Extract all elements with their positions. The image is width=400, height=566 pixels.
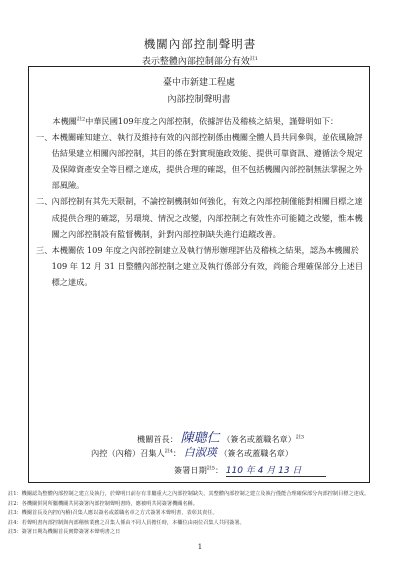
statement-heading: 內部控制聲明書 xyxy=(167,95,231,105)
convener-label: 內控（內稽）召集人 xyxy=(91,448,165,458)
head-signature: 陳聰仁 xyxy=(180,431,220,446)
date-ref: 註5 xyxy=(206,465,215,472)
footnote-1: 註1：機關認為整體內部控制之建立及執行，於聲明日前存有非屬重大之內部控制缺失，其整體內部控制之建立及執行僅能合理確保部分內部控制目標之達成。 xyxy=(8,491,370,497)
item-number: 二、 xyxy=(36,196,53,207)
footnotes xyxy=(8,490,392,538)
convener-signature: 白淑瑛 xyxy=(183,446,217,459)
subtitle-note-ref: 註1 xyxy=(249,56,259,62)
convener-colon: ： xyxy=(172,448,182,458)
statement-frame xyxy=(28,66,370,483)
head-label: 機關首長： xyxy=(137,434,178,444)
date-colon: ： xyxy=(214,465,224,475)
date-line xyxy=(174,463,326,477)
head-sign-note-ref: 註3 xyxy=(295,434,305,441)
item-text: 本機關確知建立、執行及維持有效的內部控制係由機關全體人員共同參與，並依風險評估結果建立相關內部控制，其目的係在對實現施政效能、提供可靠資訊、遵循法令規定及保障資產安全等目標之達成，提供合理的確認，但不包括機關內部控制無法掌握之外部風險。 xyxy=(51,132,363,191)
convener-sign-note: （簽名或蓋職名章） xyxy=(219,448,294,458)
convener-ref: 註4 xyxy=(164,448,173,455)
item-text: 內部控制有其先天限制，不論控制機制如何強化，有效之內部控制僅能對相關目標之達成提供合理的確認，另環境、情況之改變，內部控制之有效性亦可能隨之改變，惟本機關之內部控制設有監督機制，針對內部控制缺失進行追蹤改善。 xyxy=(51,196,363,239)
statement-item-1 xyxy=(36,129,364,193)
item-text: 本機關依 109 年度之內部控制建立及執行情形辦理評估及稽核之結果，認為本機關於 109 年 12 月 31 日整體內部控制之建立及執行係部分有效，尚能合理確保部分上述目標之達成。 xyxy=(51,244,364,287)
footnote-4: 註4：若聲明書內部控制與內部稽核業務之召集人係由不同人員擔任時，本欄位由兩位召集人共同簽署。 xyxy=(8,519,245,526)
footnote-5: 註5：簽署日期為機關首長實際簽署本聲明書之日 xyxy=(8,529,121,535)
statement-body xyxy=(36,113,364,290)
statement-item-2 xyxy=(36,193,364,241)
date-label: 簽署日期 xyxy=(174,465,207,475)
convener-signature-line xyxy=(91,444,293,460)
statement-item-3 xyxy=(36,242,364,290)
date-value: 110 年 4 月 13 日 xyxy=(226,463,326,477)
intro-paragraph xyxy=(36,113,364,129)
intro-text-b: 中華民國109年度之內部控制，依據評估及稽核之結果，謹聲明如下： xyxy=(85,116,339,126)
org-name: 臺中市新建工程處 xyxy=(162,78,235,88)
footnote-3: 註3：機關首長及內控(內稽)召集人應以簽名或蓋職名章之方式簽署本聲明書，表彰其責任。 xyxy=(8,510,218,516)
footnote-2: 註2：各機關併同所屬機關共同簽署內部控制聲明書時，應被明共同簽署機關名稱。 xyxy=(8,500,199,507)
intro-note-ref: 註2 xyxy=(76,116,86,123)
item-number: 三、 xyxy=(36,244,53,255)
head-sign-note: （簽名或蓋職名章） xyxy=(222,434,296,444)
intro-text-a: 本機關 xyxy=(52,116,77,126)
subtitle-text: 表示整體內部控制部分有效 xyxy=(141,57,250,67)
page-title: 機關內部控制聲明書 xyxy=(143,37,257,51)
page-number: 1 xyxy=(197,543,203,551)
item-number: 一、 xyxy=(36,132,53,143)
